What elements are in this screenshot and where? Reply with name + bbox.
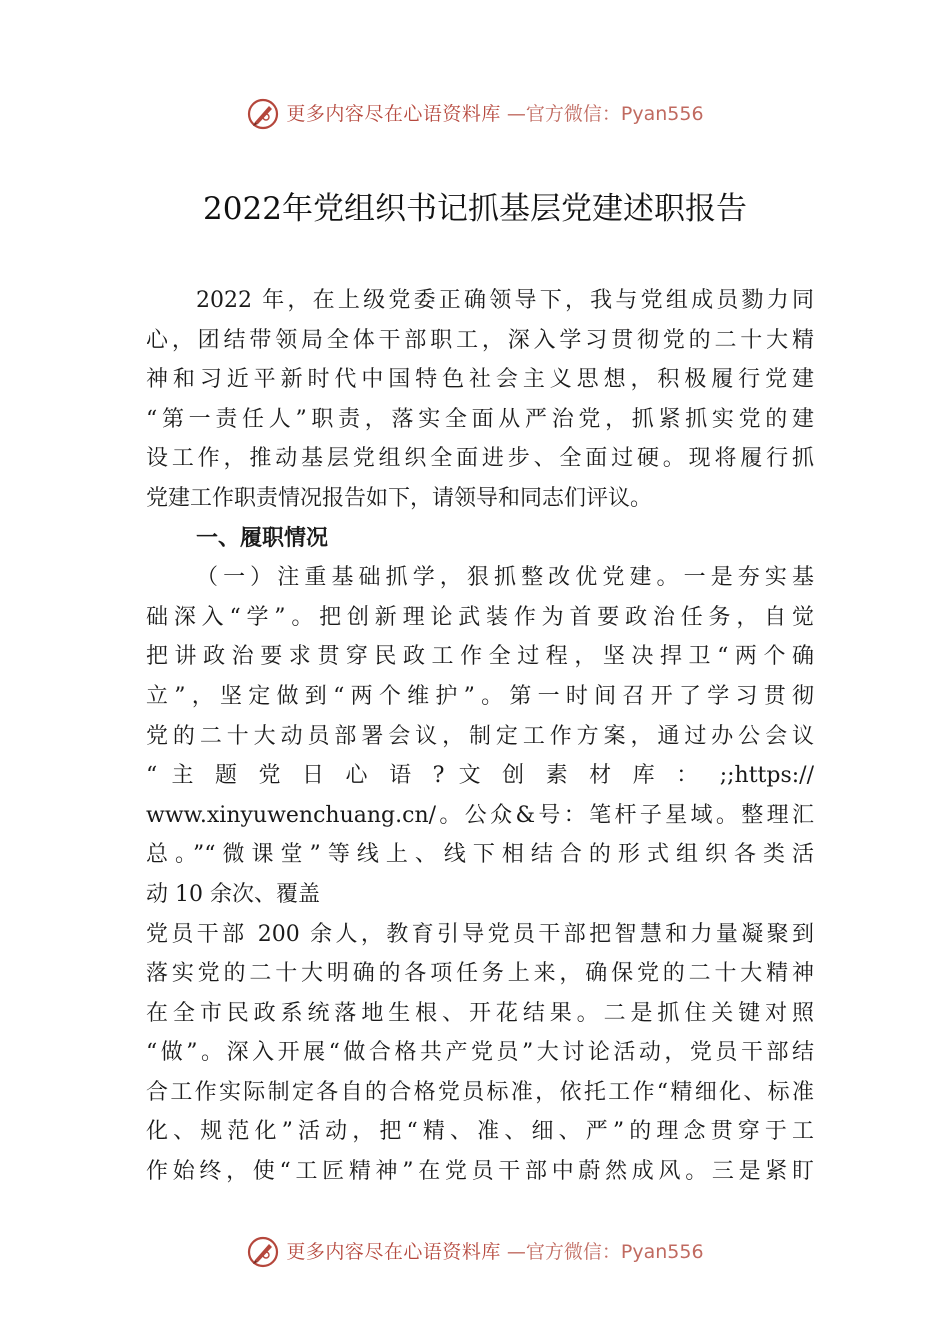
page-footer-banner — [0, 1234, 950, 1270]
body-line: 党建工作职责情况报告如下，请领导和同志们评议。 — [146, 485, 653, 511]
body-line: www.xinyuwenchuang.cn/。公众&号：笔杆子星域。整理汇 — [146, 802, 814, 828]
page-header-banner — [0, 96, 950, 132]
body-line: 立”，坚定做到“两个维护”。第一时间召开了学习贯彻 — [146, 683, 814, 709]
body-line: 设工作，推动基层党组织全面进步、全面过硬。现将履行抓 — [146, 446, 814, 472]
body-line: 2022 年，在上级党委正确领导下，我与党组成员勠力同 — [196, 288, 814, 313]
pen-logo-icon — [246, 97, 280, 131]
body-line: 落实党的二十大明确的各项任务上来，确保党的二十大精神 — [146, 961, 814, 987]
body-line: （一）注重基础抓学，狠抓整改优党建。一是夯实基 — [196, 565, 814, 591]
body-line: 作始终，使“工匠精神”在党员干部中蔚然成风。三是紧盯 — [146, 1159, 814, 1185]
document-body — [146, 281, 814, 1192]
banner-brand-text: 更多内容尽在心语资料库 — [286, 1241, 501, 1263]
body-line: 合工作实际制定各自的合格党员标准，依托工作“精细化、标准 — [146, 1079, 814, 1105]
body-line: 化、规范化”活动，把“精、准、细、严”的理念贯穿于工 — [146, 1119, 814, 1145]
body-line: 神和习近平新时代中国特色社会主义思想，积极履行党建 — [146, 367, 814, 393]
body-line: “ 主 题 党 日 心 语 ? 文 创 素 材 库 ： ;;https:// — [146, 763, 814, 789]
body-line: “做”。深入开展“做合格共产党员”大讨论活动，党员干部结 — [146, 1040, 814, 1066]
document-title: 2022年党组织书记抓基层党建述职报告 — [203, 191, 747, 227]
body-line: 党员干部 200 余人，教育引导党员干部把智慧和力量凝聚到 — [146, 921, 814, 947]
body-line: 础深入“学”。把创新理论武装作为首要政治任务，自觉 — [146, 604, 814, 630]
body-line: 把讲政治要求贯穿民政工作全过程，坚决捍卫“两个确 — [146, 644, 814, 670]
section-heading: 一、履职情况 — [196, 525, 329, 551]
body-line: 动 10 余次、覆盖 — [146, 881, 320, 907]
banner-brand-text: 更多内容尽在心语资料库 — [286, 103, 501, 125]
body-line: 心，团结带领局全体干部职工，深入学习贯彻党的二十大精 — [146, 327, 814, 353]
pen-logo-icon — [246, 1235, 280, 1269]
body-line: 在全市民政系统落地生根、开花结果。二是抓住关键对照 — [146, 1000, 814, 1026]
banner-wechat-text: —官方微信：Pyan556 — [506, 103, 704, 125]
body-line: “第一责任人”职责，落实全面从严治党，抓紧抓实党的建 — [146, 406, 814, 432]
banner-wechat-text: —官方微信：Pyan556 — [506, 1241, 704, 1263]
body-line: 总。”“微课堂”等线上、线下相结合的形式组织各类活 — [146, 842, 814, 868]
body-line: 党的二十大动员部署会议，制定工作方案，通过办公会议 — [146, 723, 814, 749]
